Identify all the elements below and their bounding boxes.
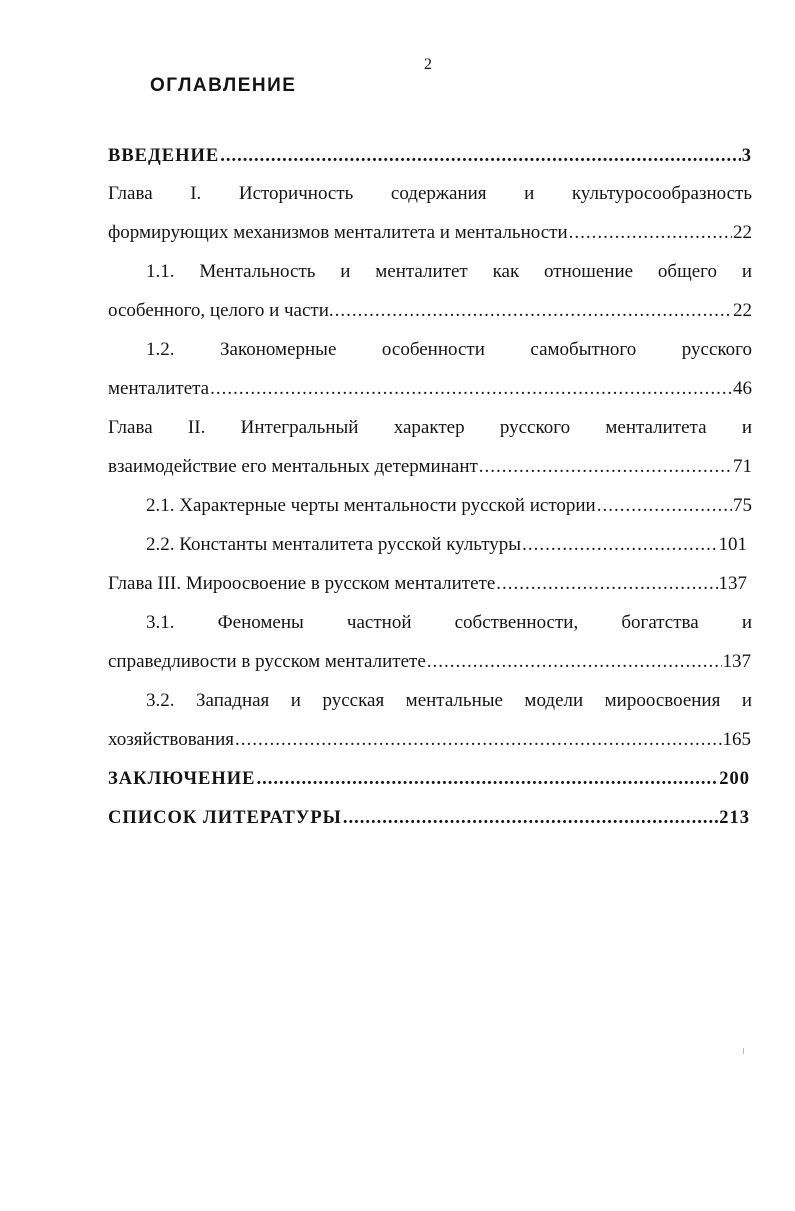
toc-entry-chapter-2-line-2[interactable] bbox=[108, 454, 752, 480]
toc-entry-page: 213 bbox=[719, 808, 750, 828]
toc-entry-text: менталитета bbox=[108, 378, 210, 399]
toc-entry-conclusion[interactable] bbox=[108, 766, 750, 792]
toc-entry-chapter-3[interactable] bbox=[108, 571, 747, 597]
toc-entry-page: 101 bbox=[718, 534, 747, 555]
toc-entry-page: 165 bbox=[722, 729, 751, 750]
toc-entry-2-1[interactable] bbox=[146, 493, 752, 519]
dot-leader bbox=[235, 727, 722, 753]
toc-entry-2-2[interactable] bbox=[146, 532, 747, 558]
toc-entry-3-2-line-2[interactable] bbox=[108, 727, 751, 753]
dot-leader bbox=[257, 766, 719, 792]
toc-entry-3-1-line-2[interactable] bbox=[108, 649, 751, 675]
toc-entry-text: хозяйствования bbox=[108, 729, 234, 750]
toc-entry-text: Глава III. Мироосвоение в русском менталитете bbox=[108, 573, 496, 594]
toc-entry-3-1-line-1[interactable]: 3.1. Феномены частной собственности, богатства и bbox=[146, 612, 752, 633]
toc-entry-1-1-line-1[interactable]: 1.1. Ментальность и менталитет как отношение общего и bbox=[146, 261, 752, 282]
toc-entry-page: 46 bbox=[733, 378, 752, 399]
dot-leader bbox=[496, 571, 717, 597]
page-number: 2 bbox=[424, 56, 432, 73]
toc-entry-page: 3 bbox=[741, 146, 752, 166]
dot-leader bbox=[479, 454, 732, 480]
toc-entry-bibliography[interactable] bbox=[108, 805, 750, 831]
dot-leader bbox=[597, 493, 732, 519]
scan-mark bbox=[743, 1048, 744, 1054]
toc-entry-text: 2.2. Константы менталитета русской культуры bbox=[146, 534, 522, 555]
toc-entry-page: 22 bbox=[733, 300, 752, 321]
toc-entry-page: 22 bbox=[733, 222, 752, 243]
dot-leader bbox=[522, 532, 717, 558]
toc-entry-chapter-2-line-1[interactable]: Глава II. Интегральный характер русского менталитета и bbox=[108, 417, 752, 438]
toc-entry-1-2-line-1[interactable]: 1.2. Закономерные особенности самобытного русского bbox=[146, 339, 752, 360]
toc-entry-page: 137 bbox=[718, 573, 747, 594]
toc-entry-text: особенного, целого и части. bbox=[108, 300, 334, 321]
toc-entry-page: 200 bbox=[719, 769, 750, 789]
toc-entry-text: ЗАКЛЮЧЕНИЕ bbox=[108, 769, 256, 789]
toc-entry-1-2-line-2[interactable] bbox=[108, 376, 752, 402]
toc-entry-chapter-1-line-2[interactable] bbox=[108, 220, 752, 246]
dot-leader bbox=[210, 376, 732, 402]
toc-entry-text: формирующих механизмов менталитета и ментальности bbox=[108, 222, 568, 243]
toc-entry-3-2-line-1[interactable]: 3.2. Западная и русская ментальные модели мироосвоения и bbox=[146, 690, 752, 711]
dot-leader bbox=[569, 220, 732, 246]
toc-entry-page: 71 bbox=[733, 456, 752, 477]
toc-entry-text: ВВЕДЕНИЕ bbox=[108, 146, 220, 166]
dot-leader bbox=[427, 649, 722, 675]
toc-entry-1-1-line-2[interactable] bbox=[108, 298, 752, 324]
toc-entry-text: взаимодействие его ментальных детерминант bbox=[108, 456, 478, 477]
toc-entry-text: СПИСОК ЛИТЕРАТУРЫ bbox=[108, 808, 342, 828]
toc-entry-introduction[interactable] bbox=[108, 143, 752, 169]
dot-leader bbox=[335, 298, 732, 324]
toc-entry-text: справедливости в русском менталитете bbox=[108, 651, 426, 672]
dot-leader bbox=[220, 143, 741, 169]
dot-leader bbox=[343, 805, 718, 831]
toc-entry-chapter-1-line-1[interactable]: Глава I. Историчность содержания и культуросообразность bbox=[108, 183, 752, 204]
toc-entry-page: 75 bbox=[733, 495, 752, 516]
toc-title: ОГЛАВЛЕНИЕ bbox=[150, 75, 297, 96]
toc-entry-text: 2.1. Характерные черты ментальности русской истории bbox=[146, 495, 596, 516]
toc-entry-page: 137 bbox=[722, 651, 751, 672]
